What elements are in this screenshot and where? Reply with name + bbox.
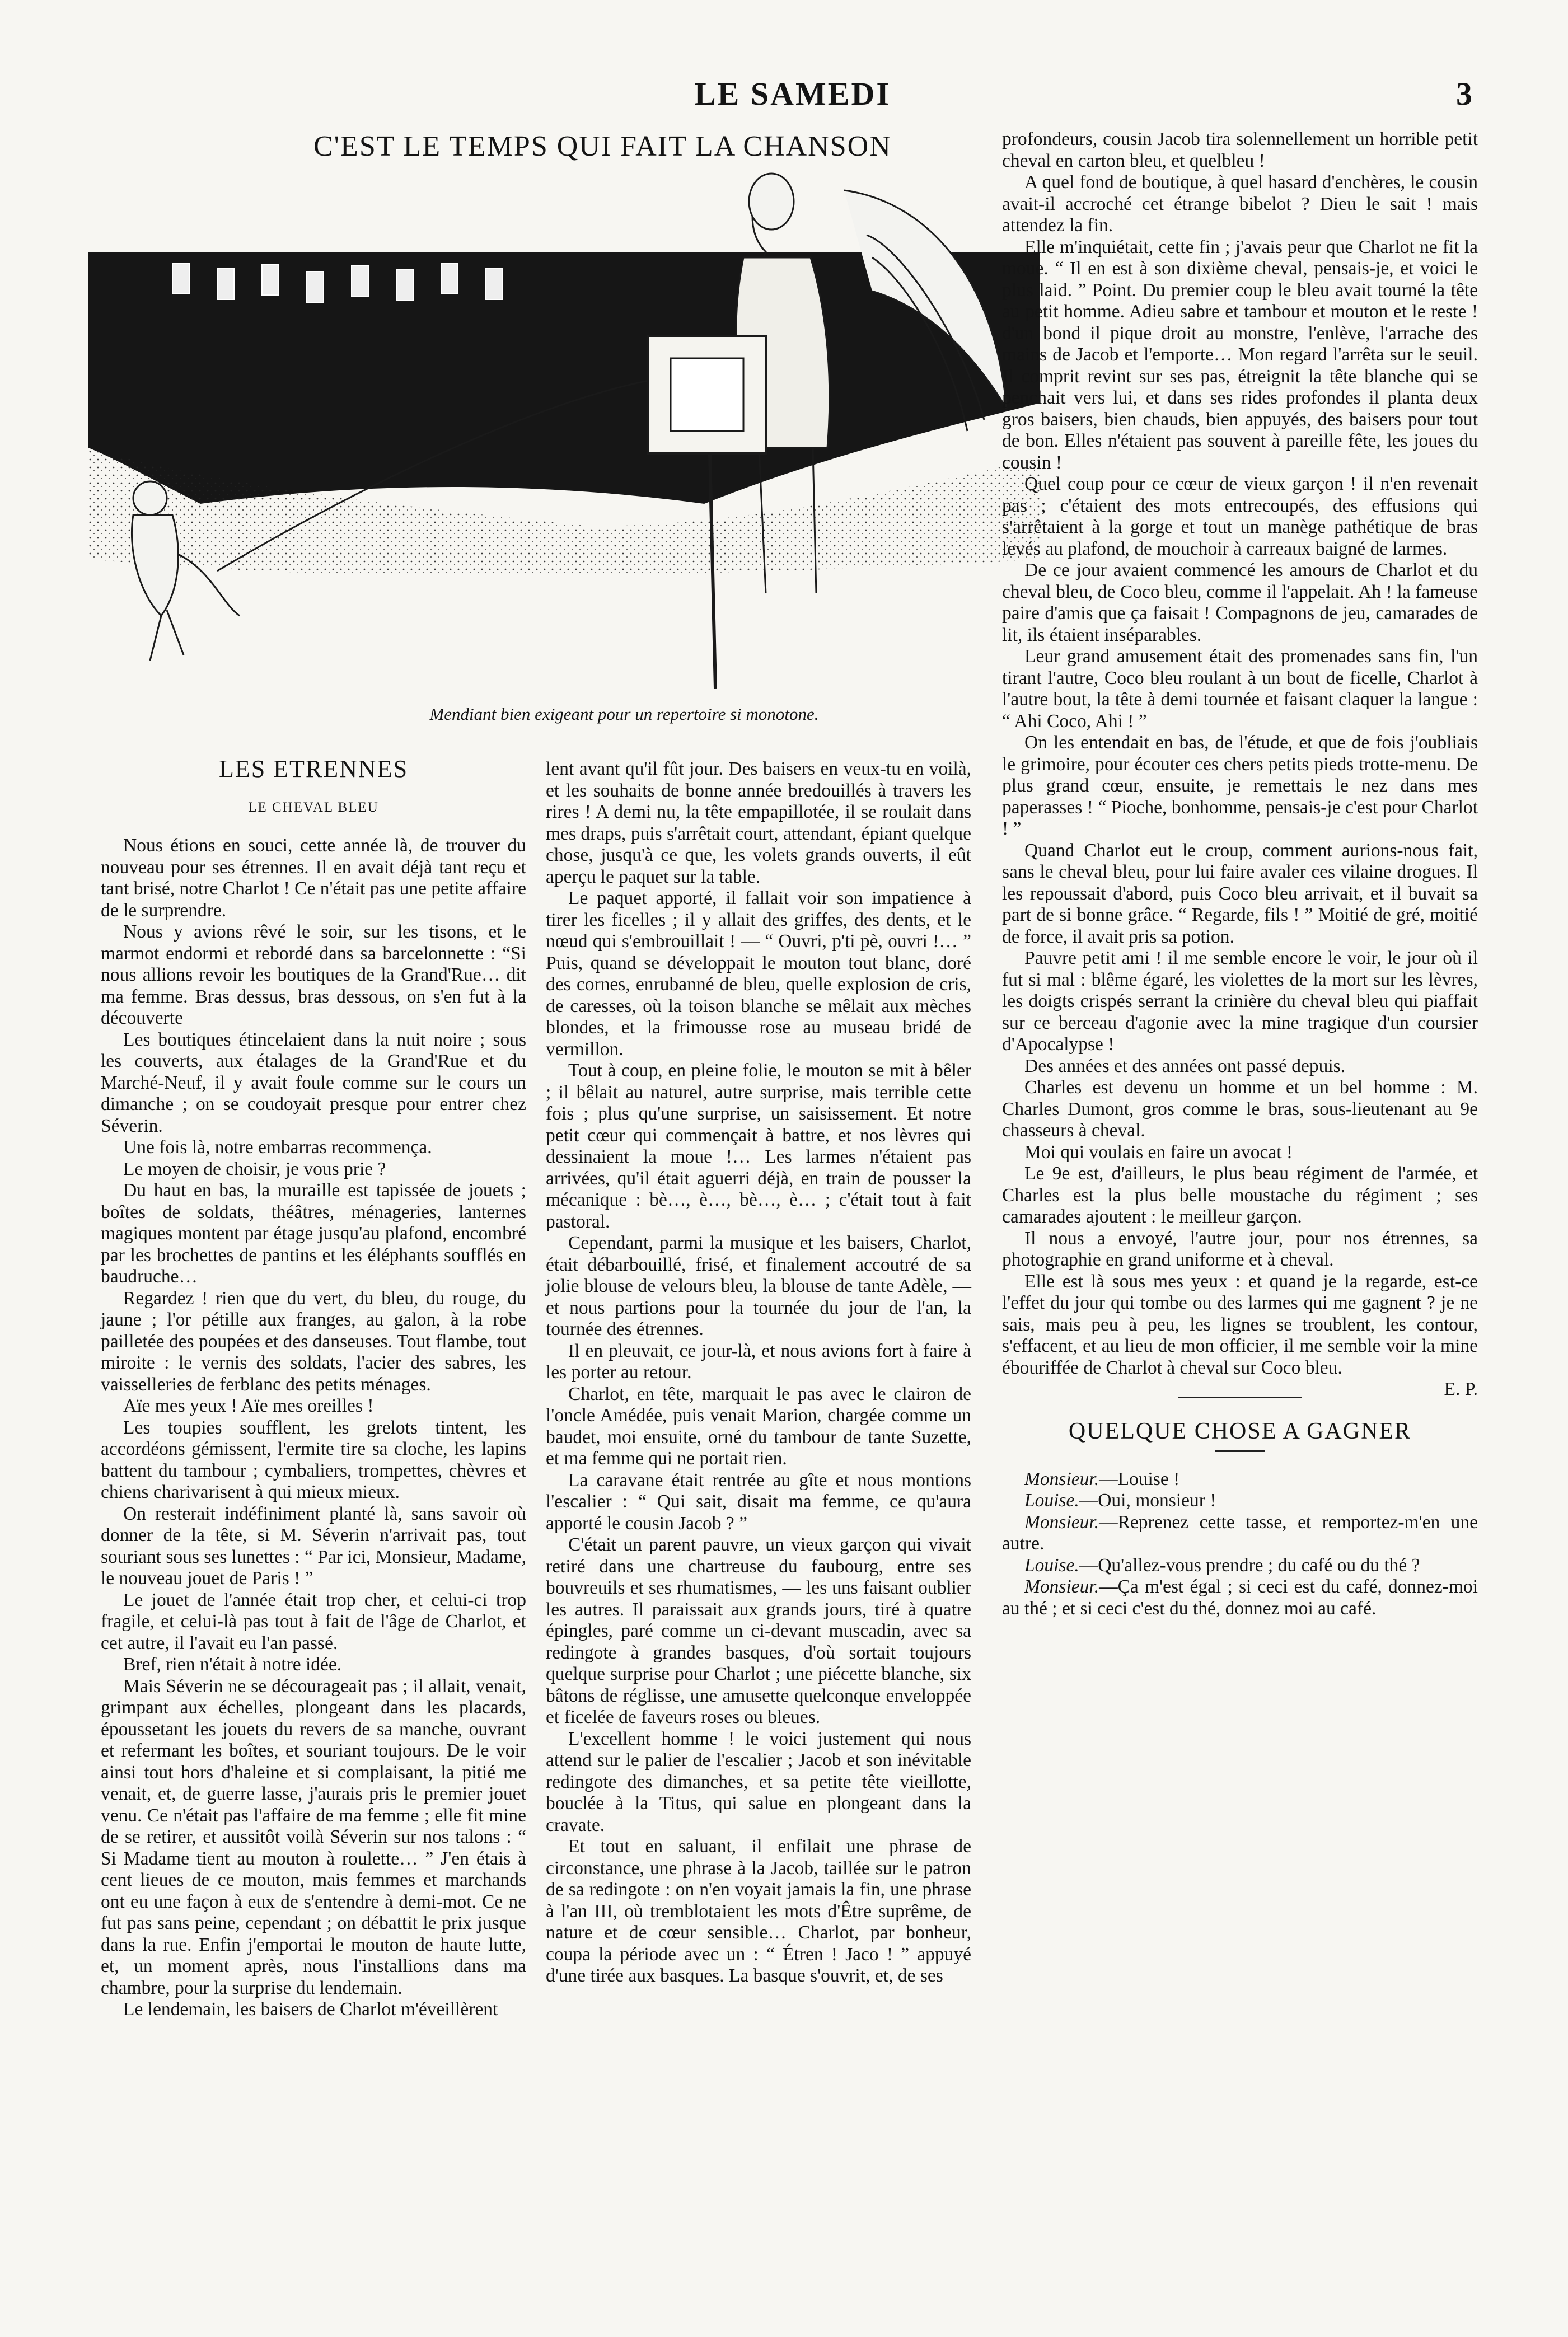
paragraph: Elle m'inquiétait, cette fin ; j'avais peur que Charlot ne fit la moue. “ Il en est à son dixième cheval, pensais-je, et voici le plus laid. ” Point. Du premier coup le bleu avait tourné la tête au petit homme. Adieu sabre et tambour et mouton et le reste ! d'un bond il pique droit au monstre, l'enlève, l'arrache des mains de Jacob et l'emporte… Mon regard l'arrêta sur le seuil. Il comprit revint sur ses pas, étreignit la tête blanche qui se penchait vers lui, et dans ses rides profondes il planta deux gros baisers, bien chauds, bien appuyés, des baisers pour tout de bon. Elles n'étaient pas souvent à pareille fête, les joues du cousin ! [1002, 236, 1478, 473]
paragraph: Le lendemain, les baisers de Charlot m'éveillèrent [123, 1999, 498, 2020]
paragraph: C'était un parent pauvre, un vieux garçon qui vivait retiré dans une chartreuse du faubourg, entre ses bouvreuils et ses rhumatismes, — les uns faisant oublier les autres. Il paraissait aux grands jours, tiré à quatre épingles, paré comme un ci-devant muscadin, avec sa redingote à grandes basques, d'où sortait toujours quelque surprise pour Charlot ; une piécette blanche, six bâtons de réglisse, une amusette quelconque enveloppée et ficelée de faveurs roses ou bleues. [546, 1534, 971, 1727]
dialogue-line [1002, 1576, 1478, 1619]
line-text: —Louise ! [1099, 1468, 1180, 1490]
section-divider [1178, 1397, 1302, 1398]
paragraph: De ce jour avaient commencé les amours de Charlot et du cheval bleu, de Coco bleu, comme il l'appelait. Ah ! la fameuse paire d'amis que ça faisait ! Compagnons de jeu, camarades de lit, ils étaient inséparables. [1002, 560, 1478, 645]
speaker: Louise. [1024, 1554, 1079, 1576]
paragraph: Regardez ! rien que du vert, du bleu, du rouge, du jaune ; l'or pétille aux franges, au galon, à la robe pailletée des poupées et des danseuses. Tout flambe, tout miroite : le vernis des soldats, l'acier des sabres, les vaisselleries de ferblanc des petits ménages. [101, 1287, 526, 1395]
line-text: —Oui, monsieur ! [1079, 1490, 1216, 1511]
article-column-2 [546, 758, 971, 2281]
line-text: —Reprenez cette tasse, et remportez-m'en une autre. [1002, 1511, 1478, 1554]
paragraph: On les entendait en bas, de l'étude, et que de fois j'oubliais le grimoire, pour écouter ces chers petits pieds trotte-menu. De plus grand cœur, ensuite, je remettais le nez dans mes paperasses ! “ Pioche, bonhomme, pensais-je c'est pour Charlot ! ” [1002, 732, 1478, 839]
paragraph: A quel fond de boutique, à quel hasard d'enchères, le cousin avait-il accroché cet étrange bibelot ? Dieu le sait ! mais attendez la fin. [1002, 172, 1478, 236]
paragraph: Pauvre petit ami ! il me semble encore le voir, le jour où il fut si mal : blême égaré, les violettes de la mort sur les lèvres, les doigts crispés serrant la crinière du cheval bleu qui piaffait sur ce berceau d'agonie avec la mine tragique d'un coursier d'Apocalypse ! [1002, 948, 1478, 1055]
page-number: 3 [1456, 76, 1472, 112]
engraving-image [88, 168, 1040, 700]
paragraph: Les boutiques étincelaient dans la nuit noire ; sous les couverts, aux étalages de la Grand'Rue et du Marché-Neuf, il y avait foule comme sur le cours un dimanche ; on se coudoyait presque pour entrer chez Séverin. [101, 1029, 526, 1136]
article-title: LES ETRENNES [218, 755, 409, 783]
dialogue-line [1002, 1555, 1478, 1577]
paragraph: Le moyen de choisir, je vous prie ? [123, 1158, 386, 1179]
paragraph: Quel coup pour ce cœur de vieux garçon ! il n'en revenait pas ; c'étaient des mots entrecoupés, des effusions qui s'arrêtaient à la gorge et tout un manège pathétique de bras levés au plafond, de mouchoir à carreaux baigné de larmes. [1002, 474, 1478, 559]
title-underline [1215, 1450, 1265, 1452]
illustration-caption: Mendiant bien exigeant pour un repertoire si monotone. [429, 704, 819, 724]
paragraph: Le jouet de l'année était trop cher, et celui-ci trop fragile, et celui-là pas tout à fait de l'âge de Charlot, et cet autre, il l'avait eu l'an passé. [101, 1589, 526, 1654]
paragraph: L'excellent homme ! le voici justement qui nous attend sur le palier de l'escalier ; Jacob et son inévitable redingote des dimanches, et sa petite tête vieillotte, bouclée à la Titus, qui salue en plongeant dans la cravate. [546, 1728, 971, 1835]
paragraph: Mais Séverin ne se décourageait pas ; il allait, venait, grimpant aux échelles, plongeant dans les placards, époussetant les jouets du revers de sa manche, ouvrant et refermant les boîtes, et souriant toujours. De le voir ainsi tout hors d'haleine et si complaisant, la pitié me venait, et, de guerre lasse, j'aurais pris le premier jouet venu. Ce n'était pas l'affaire de ma femme ; elle fit mine de se retirer, et aussitôt voilà Séverin sur nos talons : “ Si Madame tient au mouton à roulette… ” J'en étais à cent lieues de ce mouton, mais femmes et marchands ont eu une façon à eux de s'entendre à demi-mot. Ce ne fut pas sans peine, cependant ; on débattit le prix jusque dans la rue. Enfin j'emportai le mouton de haute lutte, et, un moment après, nous l'installions dans ma chambre, pour la surprise du lendemain. [101, 1675, 526, 1998]
paragraph: Et tout en saluant, il enfilait une phrase de circonstance, une phrase à la Jacob, taillée sur le patron de sa redingote : on n'en voyait jamais la fin, une phrase à l'an III, où tremblotaient les mots d'Être suprême, de nature et de cœur sensible… Charlot, par bonheur, coupa la période avec un : “ Étren ! Jaco ! ” appuyé d'une tirée aux basques. La basque s'ouvrit, et, de ses [546, 1836, 971, 1986]
paragraph: La caravane était rentrée au gîte et nous montions l'escalier : “ Qui sait, disait ma femme, ce qu'aura apporté le cousin Jacob ? ” [546, 1469, 971, 1534]
paragraph: Moi qui voulais en faire un avocat ! [1024, 1141, 1293, 1163]
paragraph: Les toupies soufflent, les grelots tintent, les accordéons gémissent, l'ermite tire sa cloche, les lapins battent du tambour ; cymbaliers, trompettes, chèvres et chiens charivarisent à qui mieux mieux. [101, 1417, 526, 1502]
speaker: Louise. [1024, 1490, 1079, 1511]
journal-title: LE SAMEDI [694, 76, 891, 112]
paragraph: Une fois là, notre embarras recommença. [123, 1137, 432, 1158]
paragraph: On resterait indéfiniment planté là, sans savoir où donner de la tête, si M. Séverin n'arrivait pas, tout souriant sous ses lunettes : “ Par ici, Monsieur, Madame, le nouveau jouet de Paris ! ” [101, 1503, 526, 1589]
paragraph: Il en pleuvait, ce jour-là, et nous avions fort à faire à les porter au retour. [546, 1340, 971, 1383]
paragraph: Il nous a envoyé, l'autre jour, pour nos étrennes, sa photographie en grand uniforme et à cheval. [1002, 1228, 1478, 1270]
paragraph: Le 9e est, d'ailleurs, le plus beau régiment de l'armée, et Charles est la plus belle moustache du régiment ; ses camarades ajoutent : le meilleur garçon. [1002, 1163, 1478, 1227]
dialogue-line [1002, 1512, 1478, 1555]
dialogue-line [1002, 1490, 1478, 1512]
paragraph: Bref, rien n'était à notre idée. [123, 1654, 342, 1675]
paragraph: Charles est devenu un homme et un bel homme : M. Charles Dumont, gros comme le bras, sous-lieutenant au 9e chasseurs à cheval. [1002, 1077, 1478, 1141]
paragraph: Le paquet apporté, il fallait voir son impatience à tirer les ficelles ; il y allait des griffes, des dents, et le nœud qui s'embrouillait ! — “ Ouvri, p'ti pè, ouvri !… ” Puis, quand se développait le mouton tout blanc, doré des cornes, enrubanné de bleu, quelle explosion de cris, de caresses, où la toison blanche se mêlait aux mèches blondes, et la frimousse rose au museau bridé de vermillon. [546, 888, 971, 1060]
section-title: QUELQUE CHOSE A GAGNER [1068, 1418, 1412, 1444]
paragraph: Leur grand amusement était des promenades sans fin, l'un tirant l'autre, Coco bleu roulant à un bout de ficelle, Charlot à l'autre bout, la tête à demi tournée et faisant claquer la langue : “ Ahi Coco, Ahi ! ” [1002, 646, 1478, 732]
paragraph: Elle est là sous mes yeux : et quand je la regarde, est-ce l'effet du jour qui tombe ou des larmes qui me gagnent ? je ne sais, mais peu à peu, les lignes se troublent, les contour, s'effacent, et au lieu de mon officier, il me semble voir la mine ébouriffée de Charlot à cheval sur Coco bleu. [1002, 1271, 1478, 1378]
paragraph: Tout à coup, en pleine folie, le mouton se mit à bêler ; il bêlait au naturel, autre surprise, mais terrible cette fois ; plus qu'une surprise, un saisissement. Et notre petit cœur qui commençait à battre, et nos lèvres qui dessinaient la moue !… Les larmes n'étaient pas arrivées, qu'il était aguerri déjà, en train de pousser la mécanique : bè…, è…, bè…, è… ; c'était tout à fait pastoral. [546, 1060, 971, 1232]
illustration-title: C'EST LE TEMPS QUI FAIT LA CHANSON [313, 130, 892, 162]
paragraph: Aïe mes yeux ! Aïe mes oreilles ! [123, 1395, 374, 1416]
article-column-1 [101, 755, 526, 2281]
paragraph: Quand Charlot eut le croup, comment aurions-nous fait, sans le cheval bleu, pour lui faire avaler ces vilaine drogues. Il les repoussait d'abord, puis Coco bleu arrivait, et il buvait sa part de si bonne grâce. “ Regarde, fils ! ” Moitié de gré, moitié de force, il avait pris sa potion. [1002, 840, 1478, 947]
illustration [88, 168, 1040, 700]
paragraph: Nous y avions rêvé le soir, sur les tisons, et le marmot endormi et rebordé dans sa barcelonnette : “Si nous allions revoir les boutiques de la Grand'Rue… dit ma femme. Bras dessus, bras dessous, on s'en fut à la découverte [101, 921, 526, 1028]
paragraph: Nous étions en souci, cette année là, de trouver du nouveau pour ses étrennes. Il en avait déjà tant reçu et tant brisé, notre Charlot ! Ce n'était pas une petite affaire de le surprendre. [101, 835, 526, 921]
article-signature: E. P. [1444, 1379, 1478, 1399]
page-header [90, 67, 1472, 129]
paragraph: Des années et des années ont passé depuis. [1024, 1055, 1346, 1076]
paragraph: Charlot, en tête, marquait le pas avec le clairon de l'oncle Amédée, puis venait Marion, chargée comme un baudet, moi ensuite, orné du tambour de tante Suzette, et ma femme qui ne portait rien. [546, 1383, 971, 1469]
article-subtitle: LE CHEVAL BLEU [248, 799, 379, 815]
paragraph: Cependant, parmi la musique et les baisers, Charlot, était débarbouillé, frisé, et finalement accoutré de sa jolie blouse de velours bleu, la blouse de tante Adèle, — et nous partions pour la tournée du jour de l'an, la tournée des étrennes. [546, 1233, 971, 1340]
speaker: Monsieur. [1024, 1511, 1099, 1533]
paragraph: Du haut en bas, la muraille est tapissée de jouets ; boîtes de soldats, théâtres, ménageries, lanternes magiques montent par étage jusqu'au plafond, encombré par les brochettes de pantins et les éléphants soufflés en baudruche… [101, 1180, 526, 1287]
dialogue-line [1002, 1469, 1478, 1491]
article-column-3 [1002, 129, 1478, 2284]
speaker: Monsieur. [1024, 1468, 1099, 1490]
line-text: —Ça m'est égal ; si ceci est du café, donnez-moi au thé ; et si ceci c'est du thé, donnez moi au café. [1002, 1576, 1478, 1619]
speaker: Monsieur. [1024, 1576, 1099, 1597]
line-text: —Qu'allez-vous prendre ; du café ou du thé ? [1079, 1554, 1420, 1576]
paragraph: lent avant qu'il fût jour. Des baisers en veux-tu en voilà, et les souhaits de bonne année bredouillés à travers les rires ! A demi nu, la tête empapillotée, il se roulait dans mes draps, puis s'arrêtait court, attendant, épiant quelque chose, jusqu'à ce que, les volets grands ouverts, il eût aperçu le paquet sur la table. [546, 758, 971, 887]
paragraph: profondeurs, cousin Jacob tira solennellement un horrible petit cheval en carton bleu, et quelbleu ! [1002, 129, 1478, 171]
